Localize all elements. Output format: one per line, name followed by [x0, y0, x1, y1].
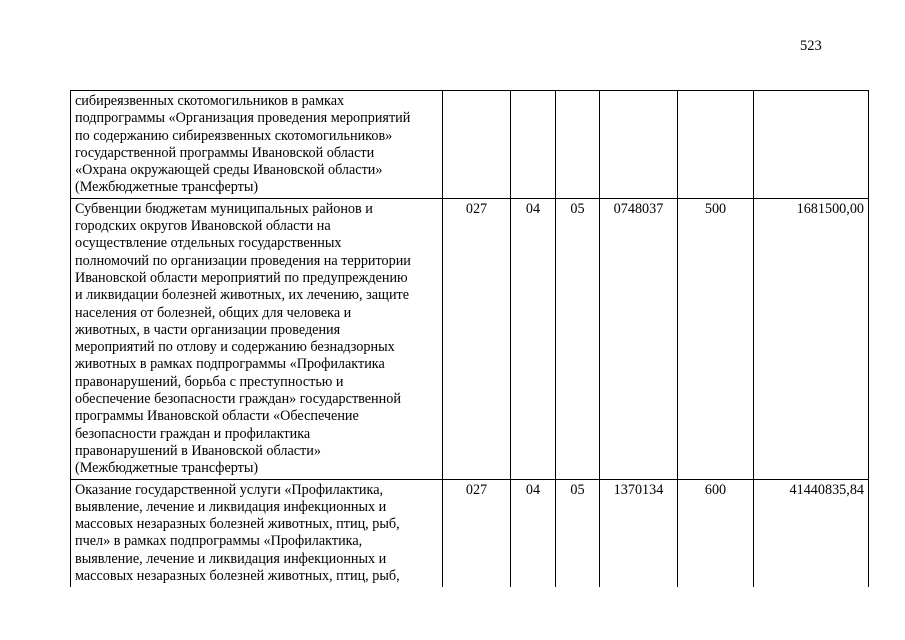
table-row — [71, 198, 869, 479]
row-target-article: 0748037 — [600, 198, 678, 479]
row-subsection: 05 — [556, 198, 600, 479]
row-description: Субвенции бюджетам муниципальных районов и городских округов Ивановской области на осуществление отдельных государственных полномочий по организации проведения на территории Ивановской области мероприятий по предупреждению и ликвидации болезней животных, их лечению, защите населения от болезней, общих для человека и животных, в части организации проведения мероприятий по отлову и содержанию безнадзорных животных в рамках подпрограммы «Профилактика правонарушений, борьба с преступностью и обеспечение безопасности граждан» государственной программы Ивановской области «Обеспечение безопасности граждан и профилактика правонарушений в Ивановской области» (Межбюджетные трансферты) — [71, 198, 443, 479]
row-section: 04 — [511, 198, 556, 479]
row-expense-type: 500 — [678, 198, 754, 479]
row-expense-type: 600 — [678, 479, 754, 587]
row-amount — [754, 91, 869, 199]
page-number: 523 — [800, 38, 822, 54]
row-admin-code: 027 — [443, 198, 511, 479]
row-amount: 41440835,84 — [754, 479, 869, 587]
table-row — [71, 91, 869, 199]
row-admin-code: 027 — [443, 479, 511, 587]
row-expense-type — [678, 91, 754, 199]
row-description: Оказание государственной услуги «Профилактика, выявление, лечение и ликвидация инфекционных и массовых незаразных болезней животных, птиц, рыб, пчел» в рамках подпрограммы «Профилактика, выявление, лечение и ликвидация инфекционных и массовых незаразных болезней животных, птиц, рыб, — [71, 479, 443, 587]
row-subsection: 05 — [556, 479, 600, 587]
row-section: 04 — [511, 479, 556, 587]
row-section — [511, 91, 556, 199]
row-subsection — [556, 91, 600, 199]
row-target-article — [600, 91, 678, 199]
row-amount: 1681500,00 — [754, 198, 869, 479]
row-admin-code — [443, 91, 511, 199]
row-target-article: 1370134 — [600, 479, 678, 587]
budget-table — [70, 90, 869, 587]
table-row — [71, 479, 869, 587]
row-description: сибиреязвенных скотомогильников в рамках подпрограммы «Организация проведения мероприятий по содержанию сибиреязвенных скотомогильников» государственной программы Ивановской области «Охрана окружающей среды Ивановской области» (Межбюджетные трансферты) — [71, 91, 443, 199]
